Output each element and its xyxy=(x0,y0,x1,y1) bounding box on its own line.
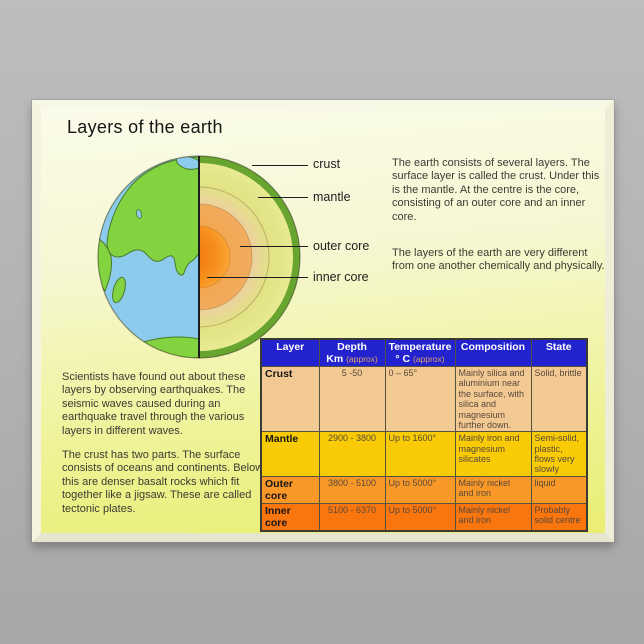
layer-label-mantle: mantle xyxy=(313,190,351,204)
intro-paragraph-2: The layers of the earth are very different from one another chemically and physically. xyxy=(392,247,605,273)
leader-line-outer-core xyxy=(240,246,308,247)
table-header-row xyxy=(261,339,587,367)
header-depth-label: Depth xyxy=(337,341,367,353)
table-row-mantle xyxy=(261,432,587,476)
poster-title: Layers of the earth xyxy=(67,117,223,137)
body-paragraph-2: The crust has two parts. The surface consists of oceans and continents. Below this are denser basalt rocks which fit together like a jigsaw. These are called tectonic plates. xyxy=(62,449,264,515)
cell-layer: Mantle xyxy=(261,432,319,476)
cell-state: Solid, brittle xyxy=(531,367,587,432)
cell-depth: 5100 - 6370 xyxy=(319,503,385,531)
cell-composition: Mainly iron and magnesium silicates xyxy=(455,432,531,476)
cell-depth: 2900 - 3800 xyxy=(319,432,385,476)
cell-state: Semi-solid, plastic, flows very slowly xyxy=(531,432,587,476)
cell-temperature: Up to 5000° xyxy=(385,503,455,531)
leader-line-crust xyxy=(252,165,308,166)
cell-temperature: Up to 5000° xyxy=(385,476,455,503)
header-temperature-label: Temperature xyxy=(388,341,452,353)
header-temperature xyxy=(385,339,455,367)
layer-label-crust: crust xyxy=(313,157,341,171)
cell-temperature: 0 – 65° xyxy=(385,367,455,432)
poster xyxy=(32,100,614,542)
header-state-label: State xyxy=(545,341,572,353)
cell-depth: 5 -50 xyxy=(319,367,385,432)
header-layer xyxy=(261,339,319,367)
table-row-crust xyxy=(261,367,587,432)
cell-depth: 3800 - 5100 xyxy=(319,476,385,503)
header-state xyxy=(531,339,587,367)
intro-text-block xyxy=(392,157,608,274)
earth-cutaway-illustration xyxy=(97,155,301,359)
cell-composition: Mainly nickel and iron xyxy=(455,503,531,531)
poster-content xyxy=(41,109,605,533)
intro-paragraph-1: The earth consists of several layers. The surface layer is called the crust. Under this is the mantle. At the centre is the core, consisting of an outer core and an inner core. xyxy=(392,157,600,223)
header-temperature-note: (approx) xyxy=(412,354,445,365)
layer-label-outer-core: outer core xyxy=(313,239,370,253)
leader-line-mantle xyxy=(258,197,308,198)
cell-layer: Inner core xyxy=(261,503,319,531)
cell-layer: Crust xyxy=(261,367,319,432)
cell-state: Probably solid centre xyxy=(531,503,587,531)
header-composition xyxy=(455,339,531,367)
header-temperature-unit: ° C xyxy=(395,353,411,366)
globe-hemisphere xyxy=(97,156,199,358)
table-row-outer-core xyxy=(261,476,587,503)
header-composition-label: Composition xyxy=(460,341,526,353)
cell-composition: Mainly silica and aluminium near the surface, with silica and magnesium further down. xyxy=(455,367,531,432)
header-depth xyxy=(319,339,385,367)
cell-layer: Outer core xyxy=(261,476,319,503)
header-depth-note: (approx) xyxy=(346,354,378,365)
body-text-block xyxy=(62,371,266,516)
layers-table xyxy=(260,338,588,532)
body-paragraph-1: Scientists have found out about these layers by observing earthquakes. The seismic waves caused during an earthquake travel through the various layers in different waves. xyxy=(62,371,246,437)
cell-temperature: Up to 1600° xyxy=(385,432,455,476)
table-row-inner-core xyxy=(261,503,587,531)
layer-label-inner-core: inner core xyxy=(313,270,369,284)
header-layer-label: Layer xyxy=(276,341,305,353)
leader-line-inner-core xyxy=(207,277,308,278)
cell-composition: Mainly nickel and iron xyxy=(455,476,531,503)
header-depth-unit: Km xyxy=(326,353,344,366)
cell-state: liquid xyxy=(531,476,587,503)
